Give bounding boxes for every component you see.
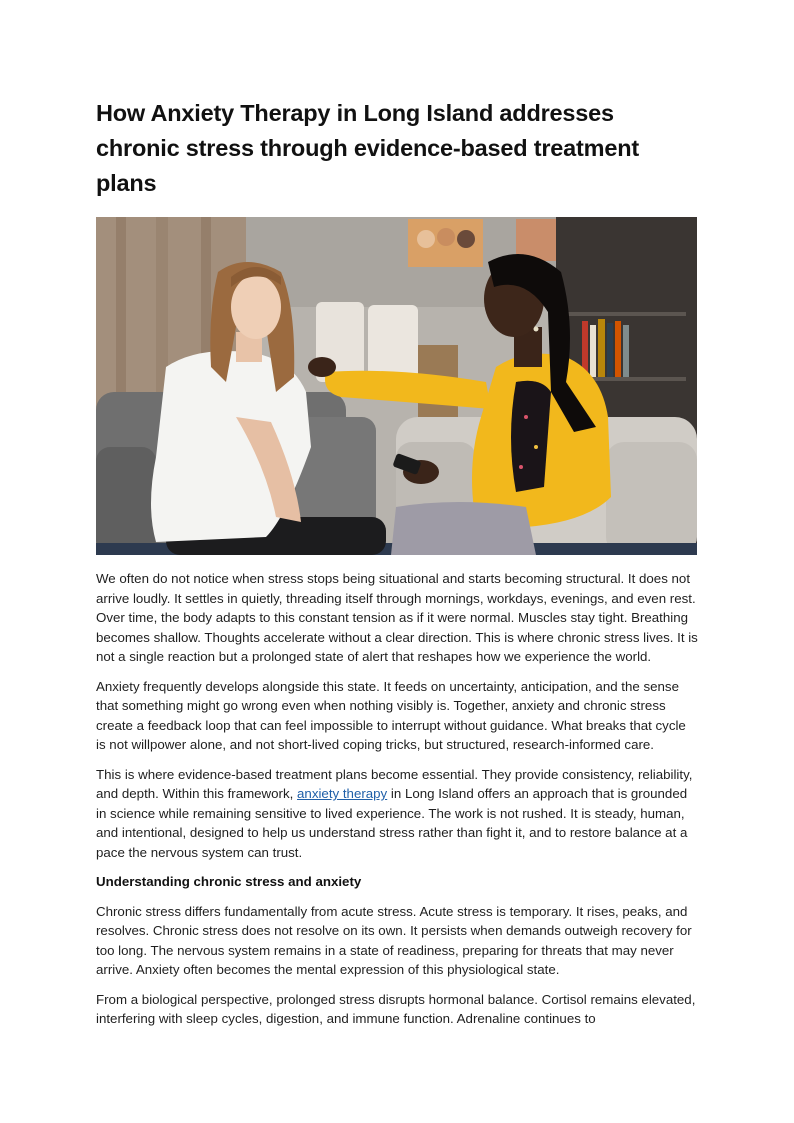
paragraph-anxiety: Anxiety frequently develops alongside this state. It feeds on uncertainty, anticipation, and the sense that something might go wrong even when nothing visibly is. Together, anxiety and chronic stress create a feedback loop that can feel impossible to interrupt without guidance. What breaks that cycle is not willpower alone, and not short-lived coping tricks, but structured, research-informed care. <box>96 678 686 752</box>
hero-image <box>96 217 697 555</box>
paragraph-chronic-stress: Chronic stress differs fundamentally from acute stress. Acute stress is temporary. It rises, peaks, and resolves. Chronic stress does not resolve on its own. It persists when demands outweigh recovery for too long. The nervous system remains in a state of readiness, preparing for threats that may never arrive. Anxiety often becomes the mental expression of this physiological state. <box>96 903 692 977</box>
paragraph-biology: From a biological perspective, prolonged stress disrupts hormonal balance. Cortisol remains elevated, interfering with sleep cycles, digestion, and immune function. Adrenaline continues to <box>96 991 696 1026</box>
article-title: How Anxiety Therapy in Long Island addresses chronic stress through evidence-based treatment plans <box>96 100 639 196</box>
anxiety-therapy-link[interactable]: anxiety therapy <box>297 786 388 801</box>
section-heading: Understanding chronic stress and anxiety <box>96 874 362 889</box>
paragraph-evidence-end: in Long Island offers an approach that is grounded in science while remaining sensitive to lived experience. The work is not rushed. It is steady, human, and intentional, designed to help us understand stress rather than fight it, and to restore balance at a pace the nervous system can trust. <box>96 786 688 860</box>
paragraph-evidence-start: This is where evidence-based treatment plans become essential. They provide consistency, reliability, and depth. Within this framework, <box>96 766 693 801</box>
paragraph-evidence <box>96 765 698 863</box>
paragraph-intro: We often do not notice when stress stops being situational and starts becoming structural. It does not arrive loudly. It settles in quietly, threading itself through mornings, workdays, evenings, and even rest. Over time, the body adapts to this constant tension as if it were normal. Muscles stay tight. Breathing becomes shallow. Thoughts accelerate without a clear direction. This is where chronic stress lives. It is not a single reaction but a prolonged state of alert that reshapes how we experience the world. <box>96 571 698 664</box>
article <box>96 96 698 1029</box>
